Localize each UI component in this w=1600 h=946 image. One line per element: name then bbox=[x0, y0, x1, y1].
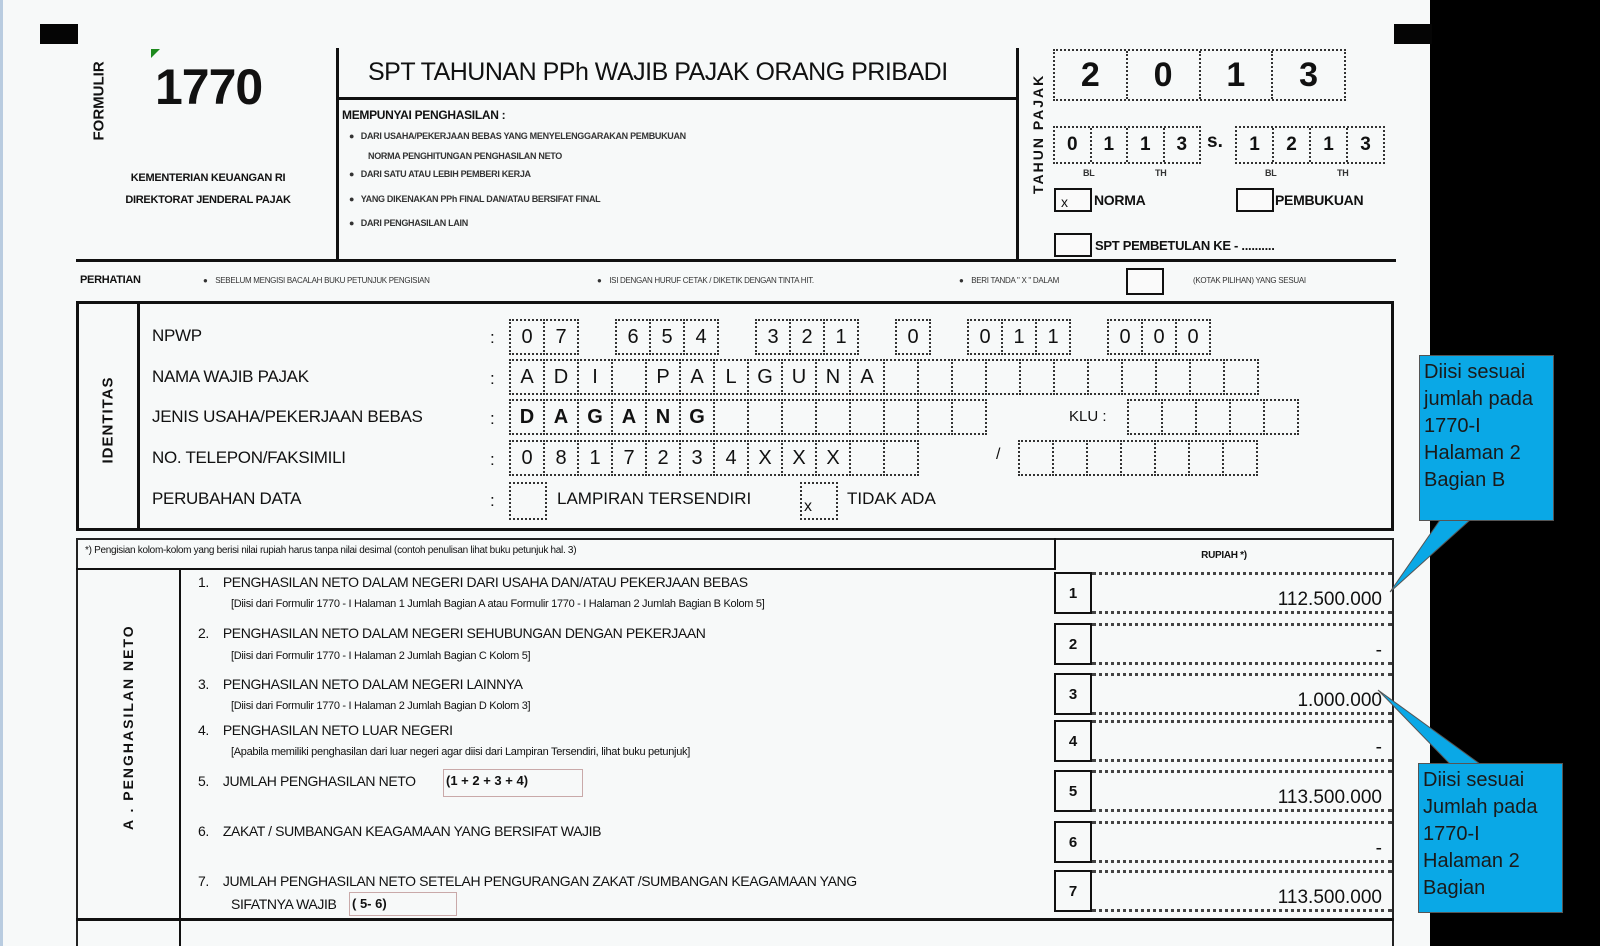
pembetulan-label: SPT PEMBETULAN KE - .......... bbox=[1095, 238, 1275, 253]
business-char-cell: A bbox=[611, 399, 647, 435]
line-number-box: 5 bbox=[1054, 770, 1092, 812]
phone-label: NO. TELEPON/FAKSIMILI bbox=[152, 448, 346, 467]
name-char-cell: G bbox=[747, 359, 783, 395]
income-item-4: 4. PENGHASILAN NETO LUAR NEGERI bbox=[198, 722, 453, 738]
name-char-cell: U bbox=[781, 359, 817, 395]
th-label: TH bbox=[1337, 168, 1349, 178]
period-digit: 2 bbox=[1274, 128, 1311, 162]
income-item-2: 2. PENGHASILAN NETO DALAM NEGERI SEHUBUNGAN DENGAN PEKERJAAN bbox=[198, 625, 706, 641]
income-item-7-cont: SIFATNYA WAJIB bbox=[231, 896, 337, 912]
phone-char-cell: 0 bbox=[509, 440, 545, 476]
colon: : bbox=[490, 328, 495, 347]
klu-label: KLU : bbox=[1069, 408, 1107, 425]
th-label: TH bbox=[1155, 168, 1167, 178]
notice-item-suffix: (KOTAK PILIHAN) YANG SESUAI bbox=[1193, 276, 1306, 285]
business-char-cell: N bbox=[645, 399, 681, 435]
tidak-ada-checkbox[interactable]: x bbox=[800, 482, 838, 520]
phone-char-cell: X bbox=[781, 440, 817, 476]
income-bullet: ● DARI USAHA/PEKERJAAN BEBAS YANG MENYELENGGARAKAN PEMBUKUAN bbox=[349, 131, 686, 141]
period-digit: 1 bbox=[1237, 128, 1274, 162]
taxpayer-name-label: NAMA WAJIB PAJAK bbox=[152, 367, 309, 386]
colon: : bbox=[490, 491, 495, 510]
line-number-box: 7 bbox=[1054, 870, 1092, 912]
income-item-4-hint: [Apabila memiliki penghasilan dari luar negeri agar diisi dari Lampiran Tersendiri, lihat buku petunjuk] bbox=[231, 746, 690, 758]
callout-top: Diisi sesuai jumlah pada 1770-I Halaman 2 Bagian B bbox=[1419, 355, 1554, 521]
line-number-box: 1 bbox=[1054, 572, 1092, 614]
period-separator: s. bbox=[1207, 131, 1223, 152]
form-title: SPT TAHUNAN PPh WAJIB PAJAK ORANG PRIBADI bbox=[368, 58, 948, 86]
phone-char-cell: 4 bbox=[713, 440, 749, 476]
npwp-digit: 1 bbox=[823, 319, 859, 355]
data-change-label: PERUBAHAN DATA bbox=[152, 489, 302, 508]
amount-field-7[interactable]: 113.500.000 bbox=[1092, 870, 1392, 912]
period-digit: 0 bbox=[1055, 128, 1092, 162]
npwp-digit: 4 bbox=[683, 319, 719, 355]
income-bullet: ● YANG DIKENAKAN PPh FINAL DAN/ATAU BERSIFAT FINAL bbox=[349, 194, 601, 204]
tax-year-label: TAHUN PAJAK bbox=[1030, 73, 1046, 194]
name-char-cell: A bbox=[509, 359, 545, 395]
business-char-cell: A bbox=[543, 399, 579, 435]
name-char-cell: N bbox=[815, 359, 851, 395]
currency-header: RUPIAH *) bbox=[1201, 550, 1247, 561]
period-digit: 3 bbox=[1176, 134, 1188, 155]
directorate-name: DIREKTORAT JENDERAL PAJAK bbox=[125, 194, 291, 206]
amount-field-2[interactable]: - bbox=[1092, 623, 1392, 665]
fax-separator: / bbox=[996, 446, 1001, 463]
phone-char-cell: X bbox=[815, 440, 851, 476]
year-digit: 2 bbox=[1055, 51, 1128, 99]
name-char-cell: D bbox=[543, 359, 579, 395]
colon: : bbox=[490, 409, 495, 428]
line-number-box: 2 bbox=[1054, 623, 1092, 665]
npwp-digit: 0 bbox=[967, 319, 1003, 355]
amount-field-4[interactable]: - bbox=[1092, 720, 1392, 762]
year-digit: 3 bbox=[1299, 55, 1319, 94]
lampiran-label: LAMPIRAN TERSENDIRI bbox=[557, 489, 752, 508]
income-item-1-hint: [Diisi dari Formulir 1770 - I Halaman 1 Jumlah Bagian A atau Formulir 1770 - I Halaman 2 Jumlah Bagian B Kolom 5] bbox=[231, 598, 765, 610]
npwp-digit: 7 bbox=[543, 319, 579, 355]
npwp-label: NPWP bbox=[152, 326, 202, 345]
npwp-digit: 0 bbox=[509, 319, 545, 355]
business-char-cell: G bbox=[679, 399, 715, 435]
pembukuan-label: PEMBUKUAN bbox=[1275, 192, 1364, 208]
business-char-cell: G bbox=[577, 399, 613, 435]
npwp-digit: 6 bbox=[615, 319, 651, 355]
period-digit: 1 bbox=[1311, 128, 1348, 162]
income-bullet: ● DARI PENGHASILAN LAIN bbox=[349, 218, 468, 228]
form-number: 1770 bbox=[155, 59, 263, 115]
income-item-6: 6. ZAKAT / SUMBANGAN KEAGAMAAN YANG BERSIFAT WAJIB bbox=[198, 823, 602, 839]
line-number-box: 4 bbox=[1054, 720, 1092, 762]
phone-char-cell: 3 bbox=[679, 440, 715, 476]
amount-field-3[interactable]: 1.000.000 bbox=[1092, 673, 1392, 715]
rupiah-note: *) Pengisian kolom-kolom yang berisi nilai rupiah harus tanpa nilai desimal (contoh penulisan lihat buku petunjuk hal. 3) bbox=[85, 545, 577, 556]
tidak-ada-label: TIDAK ADA bbox=[847, 489, 936, 508]
npwp-digit: 0 bbox=[1141, 319, 1177, 355]
income-item-7: 7. JUMLAH PENGHASILAN NETO SETELAH PENGURANGAN ZAKAT /SUMBANGAN KEAGAMAAN YANG bbox=[198, 873, 857, 889]
npwp-digit: 0 bbox=[895, 319, 931, 355]
formula-box: (1 + 2 + 3 + 4) bbox=[443, 769, 583, 797]
npwp-digit: 1 bbox=[1001, 319, 1037, 355]
notice-item: ● ISI DENGAN HURUF CETAK / DIKETIK DENGAN TINTA HIT. bbox=[597, 276, 814, 285]
amount-field-6[interactable]: - bbox=[1092, 821, 1392, 863]
name-char-cell: P bbox=[645, 359, 681, 395]
notice-item: ● SEBELUM MENGISI BACALAH BUKU PETUNJUK PENGISIAN bbox=[203, 276, 430, 285]
phone-char-cell: 2 bbox=[645, 440, 681, 476]
phone-char-cell: 1 bbox=[577, 440, 613, 476]
phone-char-cell: 8 bbox=[543, 440, 579, 476]
year-digit: 1 bbox=[1201, 51, 1274, 99]
ministry-name: KEMENTERIAN KEUANGAN RI bbox=[130, 172, 286, 184]
amount-field-1[interactable]: 112.500.000 bbox=[1092, 572, 1392, 614]
period-digit: 1 bbox=[1092, 128, 1129, 162]
income-bullet: ● DARI SATU ATAU LEBIH PEMBERI KERJA bbox=[349, 169, 531, 179]
npwp-digit: 3 bbox=[755, 319, 791, 355]
income-bullet-cont: NORMA PENGHITUNGAN PENGHASILAN NETO bbox=[368, 151, 563, 160]
year-digit: 0 bbox=[1128, 51, 1201, 99]
name-char-cell: L bbox=[713, 359, 749, 395]
norma-label: NORMA bbox=[1094, 192, 1146, 208]
name-char-cell: A bbox=[679, 359, 715, 395]
norma-checkbox[interactable]: x bbox=[1054, 188, 1092, 212]
npwp-digit: 0 bbox=[1107, 319, 1143, 355]
income-item-3-hint: [Diisi dari Formulir 1770 - I Halaman 2 Jumlah Bagian D Kolom 3] bbox=[231, 700, 531, 712]
income-item-2-hint: [Diisi dari Formulir 1770 - I Halaman 2 Jumlah Bagian C Kolom 5] bbox=[231, 650, 531, 662]
colon: : bbox=[490, 369, 495, 388]
npwp-digit: 2 bbox=[789, 319, 825, 355]
npwp-digit: 1 bbox=[1035, 319, 1071, 355]
amount-field-5[interactable]: 113.500.000 bbox=[1092, 770, 1392, 812]
identity-section-label: IDENTITAS bbox=[99, 376, 117, 464]
phone-char-cell: 7 bbox=[611, 440, 647, 476]
notice-item: ● BERI TANDA " X " DALAM bbox=[959, 276, 1059, 285]
bl-label: BL bbox=[1083, 168, 1095, 178]
income-section-label: A . PENGHASILAN NETO bbox=[120, 624, 136, 830]
line-number-box: 6 bbox=[1054, 821, 1092, 863]
business-type-label: JENIS USAHA/PEKERJAAN BEBAS bbox=[152, 407, 423, 426]
callout-bottom: Diisi sesuai Jumlah pada 1770-I Halaman 2 Bagian bbox=[1418, 763, 1563, 913]
line-number-box: 3 bbox=[1054, 673, 1092, 715]
period-digit: 3 bbox=[1360, 134, 1371, 155]
business-char-cell: D bbox=[509, 399, 545, 435]
bl-label: BL bbox=[1265, 168, 1277, 178]
npwp-digit: 5 bbox=[649, 319, 685, 355]
phone-char-cell: X bbox=[747, 440, 783, 476]
npwp-digit: 0 bbox=[1175, 319, 1211, 355]
name-char-cell: A bbox=[849, 359, 885, 395]
income-item-3: 3. PENGHASILAN NETO DALAM NEGERI LAINNYA bbox=[198, 676, 523, 692]
formulir-label: FORMULIR bbox=[90, 61, 108, 141]
colon: : bbox=[490, 450, 495, 469]
name-char-cell: I bbox=[577, 359, 613, 395]
income-item-1: 1. PENGHASILAN NETO DALAM NEGERI DARI USAHA DAN/ATAU PEKERJAAN BEBAS bbox=[198, 574, 748, 590]
notice-label: PERHATIAN bbox=[80, 274, 141, 286]
period-digit: 1 bbox=[1128, 128, 1165, 162]
formula-box: ( 5- 6) bbox=[349, 892, 457, 916]
income-item-5: 5. JUMLAH PENGHASILAN NETO bbox=[198, 773, 416, 789]
income-intro: MEMPUNYAI PENGHASILAN : bbox=[342, 108, 506, 122]
